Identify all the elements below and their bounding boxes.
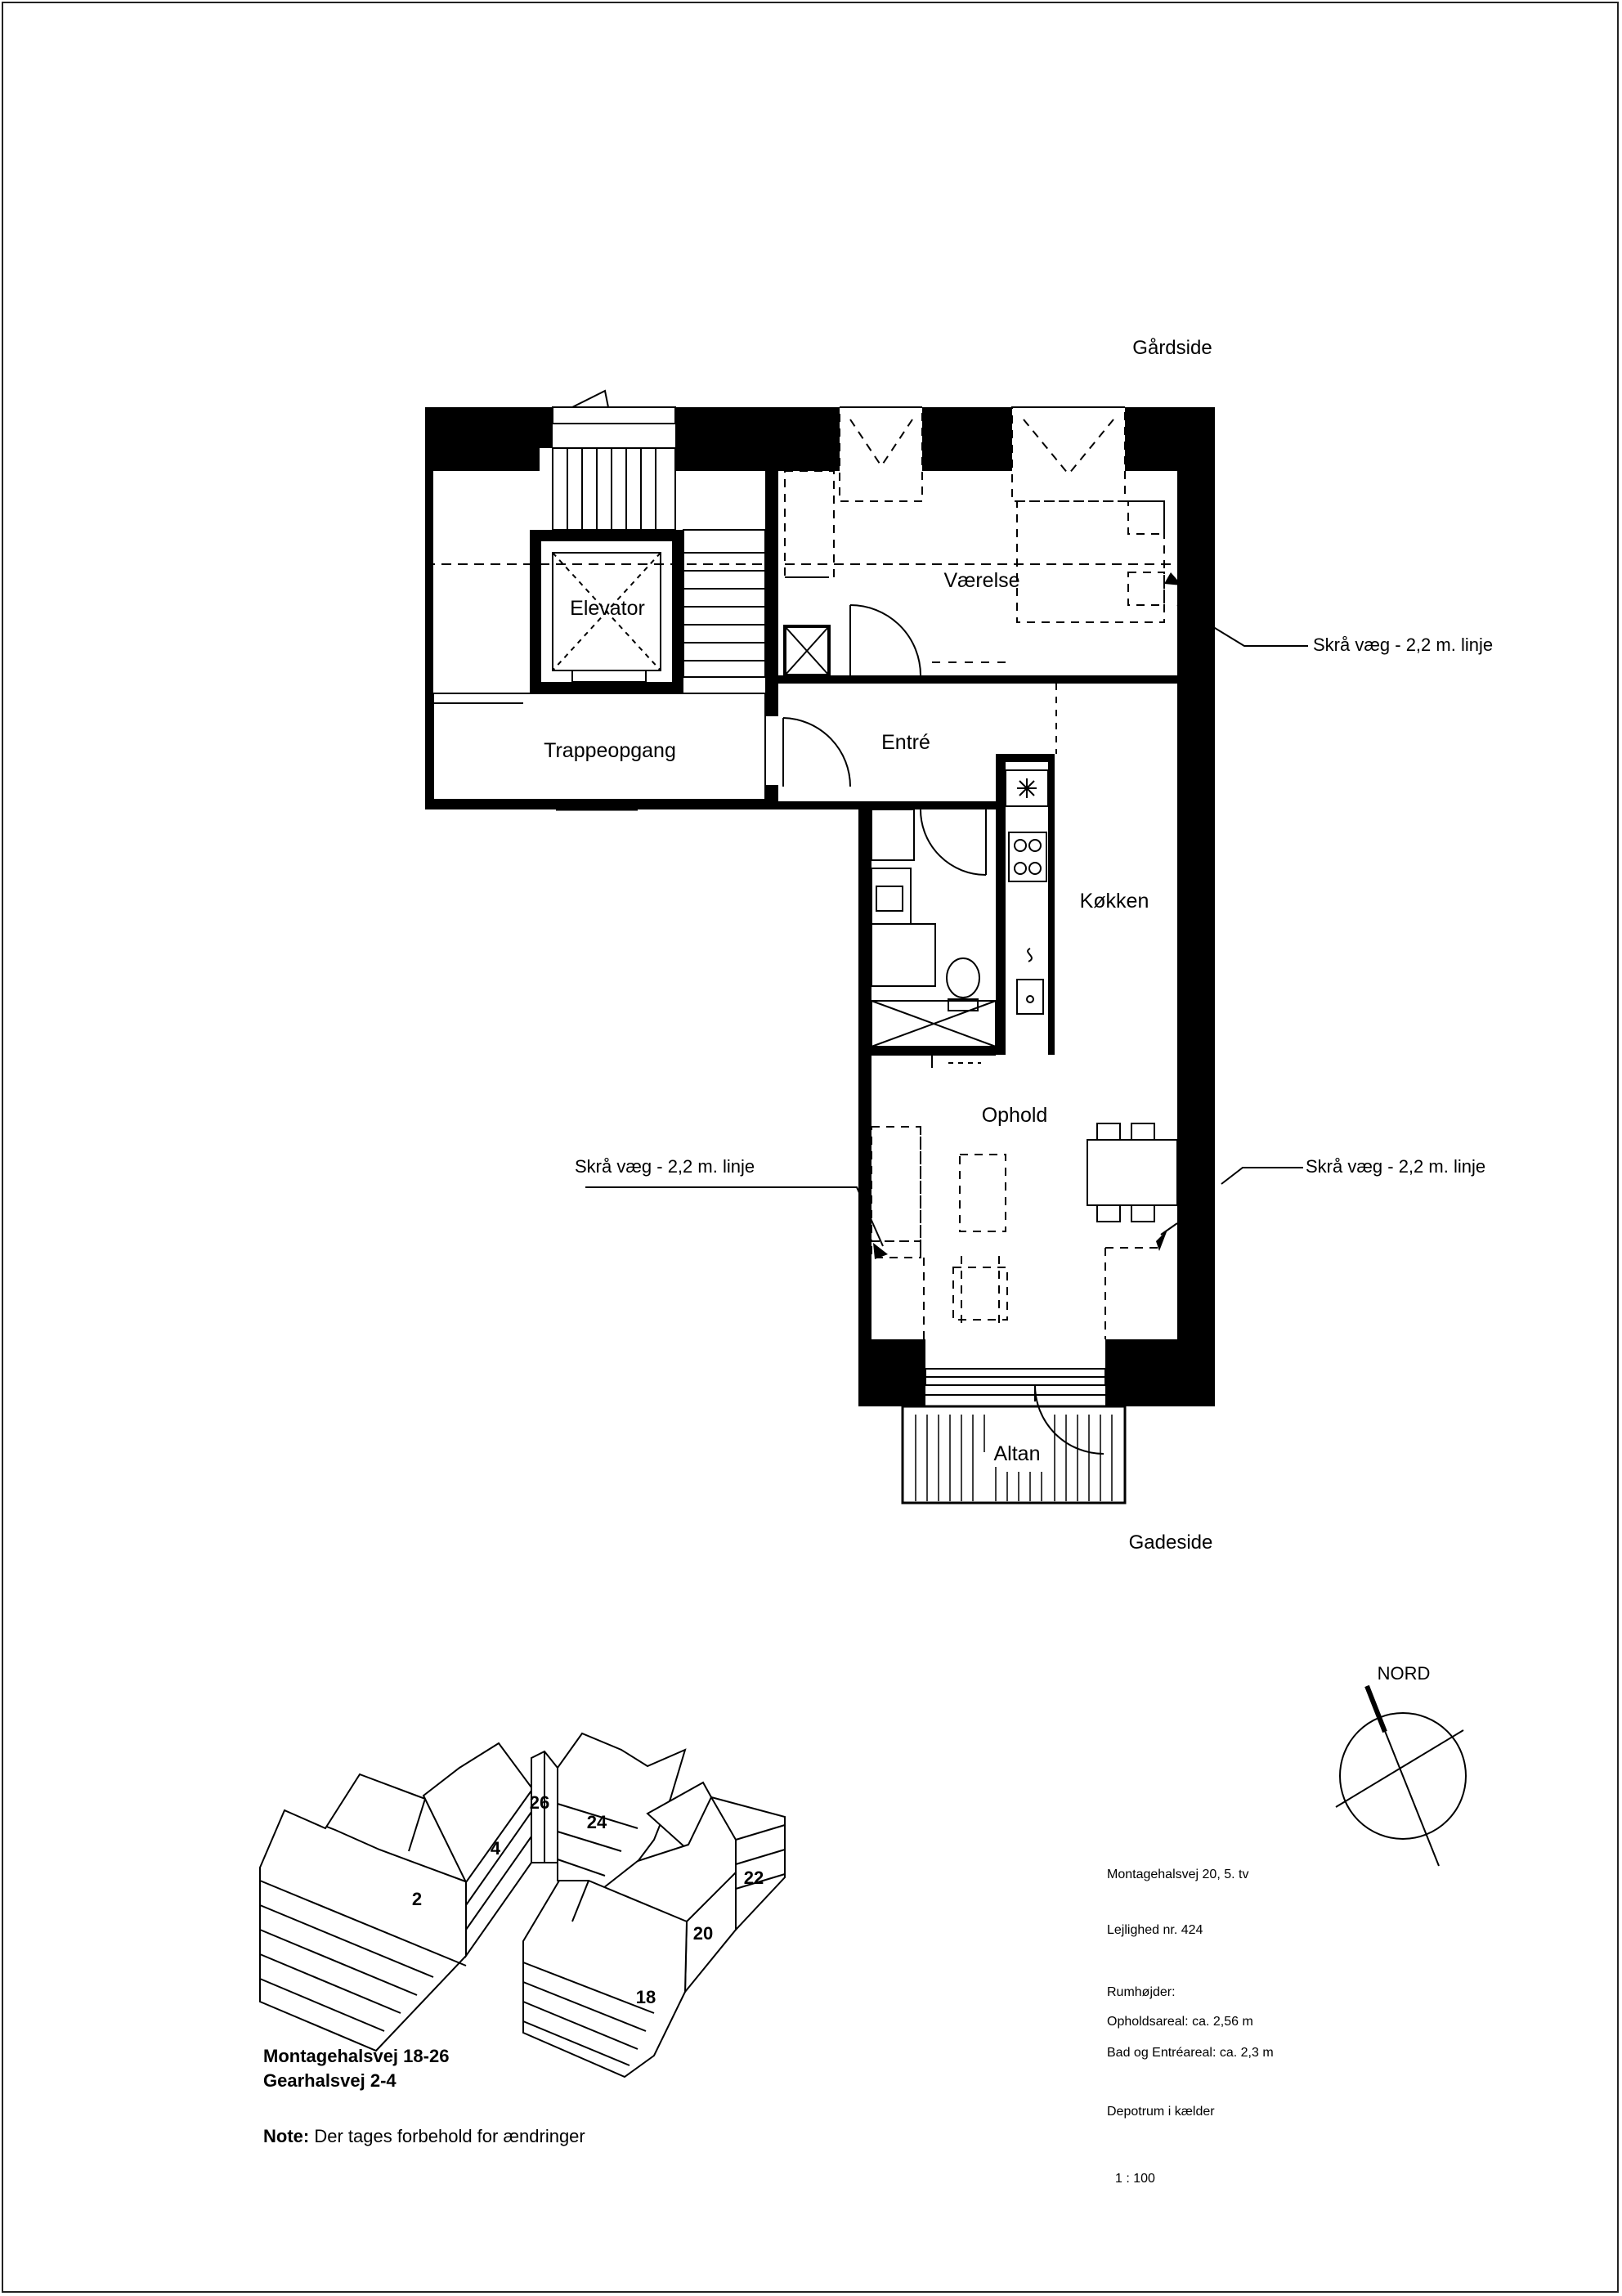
note-label: Note: xyxy=(263,2126,310,2146)
heights-title: Rumhøjder: xyxy=(1107,1985,1176,1999)
room-label-entrance: Entré xyxy=(881,731,930,754)
room-label-living: Ophold xyxy=(981,1104,1048,1127)
key-number-22: 22 xyxy=(743,1868,764,1888)
slope-note-top: Skrå væg - 2,2 m. linje xyxy=(1313,635,1494,655)
key-plan-note xyxy=(263,2126,585,2147)
storage-note: Depotrum i kælder xyxy=(1107,2105,1215,2119)
slope-note-left: Skrå væg - 2,2 m. linje xyxy=(575,1156,755,1177)
address: Montagehalsvej 20, 5. tv xyxy=(1107,1868,1249,1881)
room-label-bedroom: Værelse xyxy=(943,569,1020,592)
room-labels xyxy=(544,337,1493,1554)
key-plan-caption-1: Montagehalsvej 18-26 xyxy=(263,2046,450,2066)
exhaust-icon xyxy=(1017,778,1037,798)
slope-note-right: Skrå væg - 2,2 m. linje xyxy=(1306,1156,1486,1177)
room-label-kitchen: Køkken xyxy=(1079,890,1149,913)
scale: 1 : 100 xyxy=(1115,2172,1155,2186)
apartment-number: Lejlighed nr. 424 xyxy=(1107,1923,1203,1937)
key-plan xyxy=(260,1733,785,2077)
key-plan-caption-2: Gearhalsvej 2-4 xyxy=(263,2070,397,2091)
height-living: Opholdsareal: ca. 2,56 m xyxy=(1107,2015,1253,2029)
compass-label: NORD xyxy=(1377,1663,1431,1684)
key-number-4: 4 xyxy=(490,1838,501,1859)
key-number-26: 26 xyxy=(529,1792,550,1813)
north-compass xyxy=(1336,1686,1466,1866)
room-label-elevator: Elevator xyxy=(570,597,645,620)
room-label-balcony: Altan xyxy=(993,1442,1041,1465)
key-number-20: 20 xyxy=(692,1923,714,1944)
stair-treads xyxy=(553,448,765,677)
room-label-stair: Trappeopgang xyxy=(544,739,676,762)
height-bath: Bad og Entréareal: ca. 2,3 m xyxy=(1107,2046,1274,2060)
key-number-24: 24 xyxy=(586,1812,607,1832)
note-text: Der tages forbehold for ændringer xyxy=(309,2126,585,2146)
orientation-bottom-label: Gadeside xyxy=(1128,1531,1213,1554)
key-number-2: 2 xyxy=(411,1889,423,1909)
key-number-18: 18 xyxy=(635,1987,656,2007)
orientation-top-label: Gårdside xyxy=(1132,337,1212,359)
